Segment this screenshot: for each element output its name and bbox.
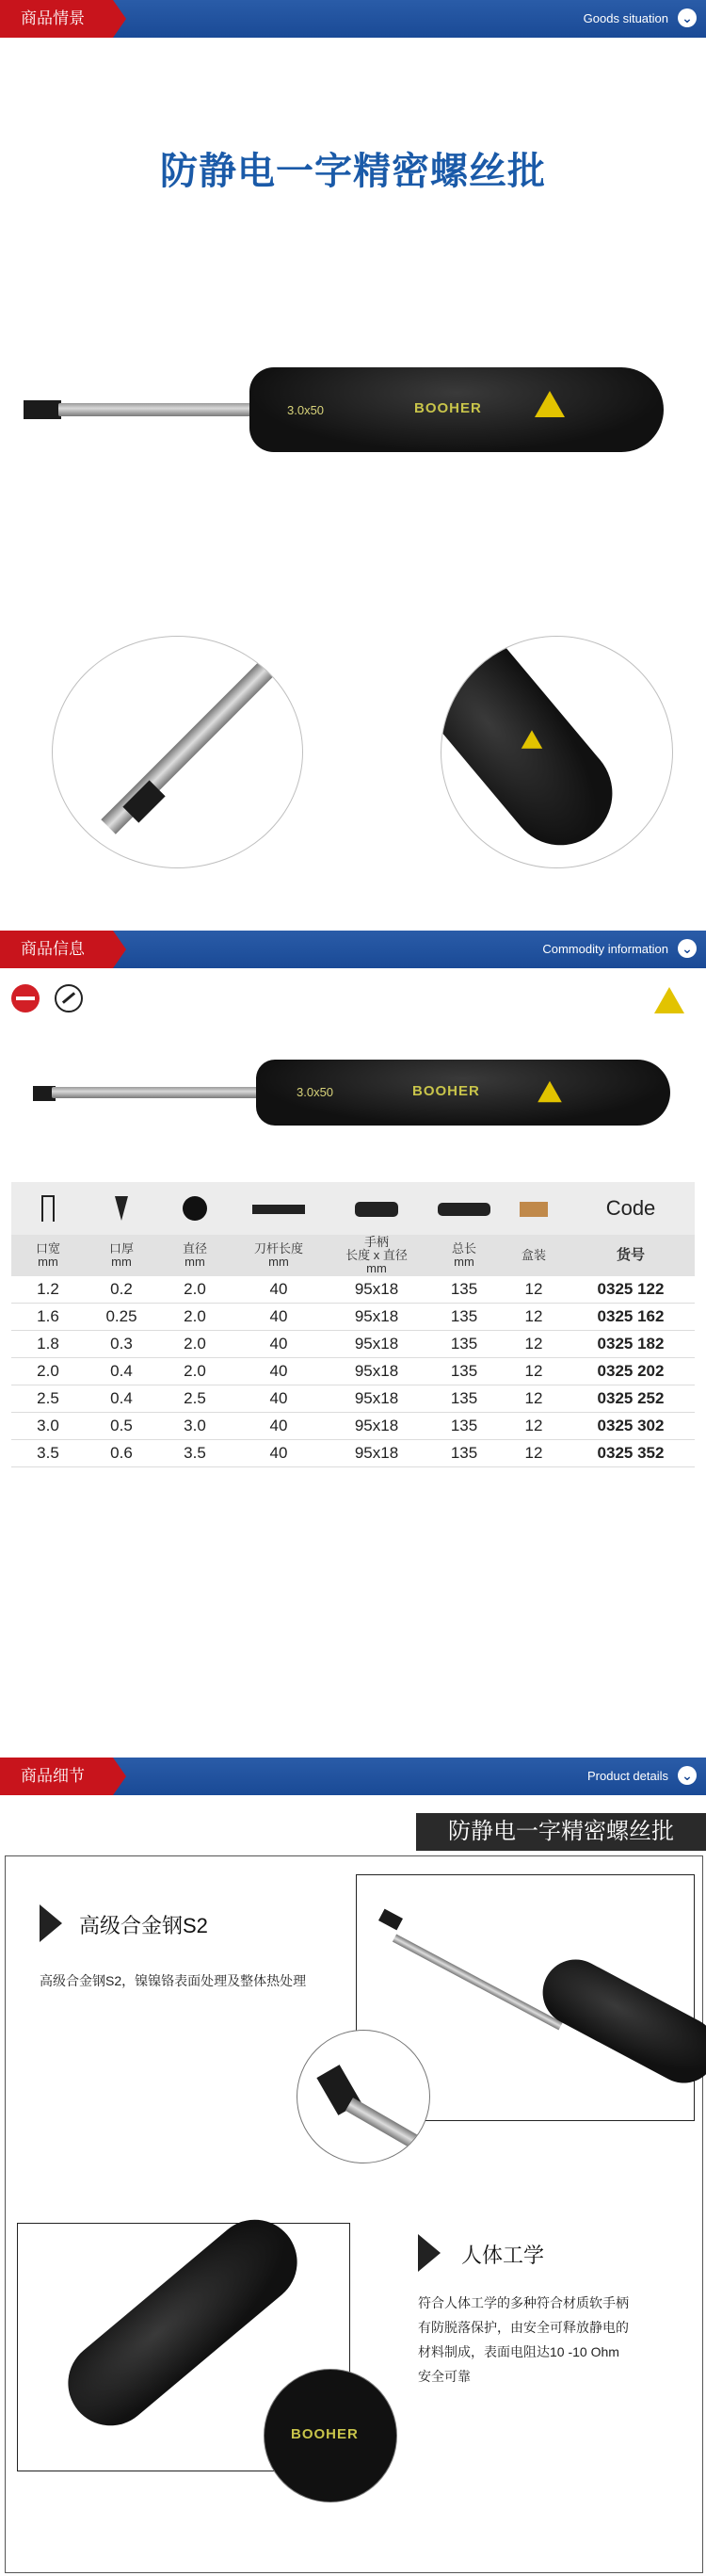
- table-cell: 2.0: [11, 1358, 85, 1385]
- blade-thickness-icon: [115, 1196, 128, 1221]
- feature-2-text: 符合人体工学的多种符合材质软手柄 有防脱落保护，由安全可释放静电的 材料制成，表面电阻达10 -10 Ohm 安全可靠: [418, 2295, 629, 2384]
- table-cell: 12: [501, 1413, 567, 1440]
- table-cell: 135: [427, 1413, 501, 1440]
- brand-mark: BOOHER: [414, 400, 482, 416]
- table-cell: 3.0: [158, 1413, 232, 1440]
- table-cell: 95x18: [326, 1276, 427, 1304]
- table-cell: 0325 182: [567, 1331, 695, 1358]
- table-cell: 2.0: [158, 1331, 232, 1358]
- table-cell: 12: [501, 1385, 567, 1413]
- blade-tip-zoom: [52, 636, 303, 868]
- spec-header-row: 口宽 mm 口厚 mm 直径 mm 刀杆长度 mm 手柄 长度 x 直径 mm 总长 mm 盒装 货号: [11, 1235, 695, 1276]
- table-cell: 0325 162: [567, 1304, 695, 1331]
- diameter-icon: [183, 1196, 207, 1221]
- table-cell: 0325 352: [567, 1440, 695, 1467]
- table-cell: 0325 202: [567, 1358, 695, 1385]
- spec-icon-row: [11, 1182, 695, 1235]
- table-cell: 0.4: [85, 1358, 158, 1385]
- table-cell: 1.8: [11, 1331, 85, 1358]
- table-cell: 40: [232, 1304, 326, 1331]
- table-row: [11, 1440, 695, 1467]
- chevron-down-icon[interactable]: ⌄: [678, 8, 697, 27]
- feature-2-zoom: BOOHER: [264, 2369, 397, 2503]
- detail-banner: 防静电一字精密螺丝批: [416, 1813, 706, 1851]
- table-cell: 3.0: [11, 1413, 85, 1440]
- table-cell: 0325 252: [567, 1385, 695, 1413]
- table-cell: 1.2: [11, 1276, 85, 1304]
- table-cell: 135: [427, 1276, 501, 1304]
- section-tag: 商品信息: [0, 931, 113, 968]
- table-row: [11, 1304, 695, 1331]
- table-cell: 95x18: [326, 1440, 427, 1467]
- table-cell: 40: [232, 1358, 326, 1385]
- size-mark: 3.0x50: [287, 403, 325, 417]
- total-length-icon: [438, 1203, 490, 1216]
- esd-safe-icon: [55, 984, 83, 1013]
- table-cell: 0.2: [85, 1276, 158, 1304]
- table-cell: 95x18: [326, 1358, 427, 1385]
- table-cell: 95x18: [326, 1331, 427, 1358]
- table-row: [11, 1331, 695, 1358]
- table-cell: 0.25: [85, 1304, 158, 1331]
- table-cell: 12: [501, 1276, 567, 1304]
- chevron-down-icon[interactable]: ⌄: [678, 1766, 697, 1785]
- table-row: [11, 1413, 695, 1440]
- table-cell: 0.3: [85, 1331, 158, 1358]
- table-cell: 40: [232, 1276, 326, 1304]
- table-cell: 12: [501, 1304, 567, 1331]
- section-bar-info: [0, 931, 706, 968]
- code-header: Code: [567, 1182, 695, 1235]
- table-cell: 135: [427, 1440, 501, 1467]
- section-en-label: Product details: [587, 1769, 668, 1783]
- table-cell: 2.0: [158, 1358, 232, 1385]
- feature-2-title: 人体工学: [461, 2244, 545, 2267]
- table-cell: 3.5: [11, 1440, 85, 1467]
- table-cell: 1.6: [11, 1304, 85, 1331]
- table-cell: 3.5: [158, 1440, 232, 1467]
- spec-table: [11, 1182, 695, 1467]
- table-cell: 40: [232, 1440, 326, 1467]
- table-cell: 40: [232, 1385, 326, 1413]
- section-bar-details: [0, 1758, 706, 1795]
- feature-1-text: 高级合金钢S2，镍镍铬表面处理及整体热处理: [40, 1973, 307, 1988]
- table-cell: 12: [501, 1331, 567, 1358]
- esd-icon: [535, 391, 565, 417]
- handle-size-icon: [355, 1202, 398, 1217]
- table-cell: 40: [232, 1413, 326, 1440]
- table-cell: 135: [427, 1385, 501, 1413]
- table-cell: 2.5: [11, 1385, 85, 1413]
- section-en-label: Goods situation: [583, 11, 668, 25]
- table-cell: 2.0: [158, 1304, 232, 1331]
- table-cell: 95x18: [326, 1413, 427, 1440]
- table-cell: 0325 122: [567, 1276, 695, 1304]
- section-bar-situation: [0, 0, 706, 38]
- handle-end-zoom: [441, 636, 673, 868]
- page-title: 防静电一字精密螺丝批: [160, 151, 546, 192]
- table-row: [11, 1358, 695, 1385]
- table-cell: 0.6: [85, 1440, 158, 1467]
- box-icon: [520, 1202, 548, 1217]
- chevron-down-icon[interactable]: ⌄: [678, 939, 697, 958]
- esd-warning-icon: [654, 987, 684, 1013]
- section-en-label: Commodity information: [542, 942, 668, 956]
- table-cell: 2.5: [158, 1385, 232, 1413]
- bullet-arrow-icon: [40, 1904, 62, 1942]
- blade-width-icon: [41, 1195, 55, 1222]
- slotted-type-icon: [11, 984, 40, 1013]
- feature-1-title: 高级合金钢S2: [79, 1914, 208, 1937]
- table-cell: 135: [427, 1358, 501, 1385]
- table-cell: 135: [427, 1331, 501, 1358]
- table-row: [11, 1385, 695, 1413]
- table-cell: 95x18: [326, 1304, 427, 1331]
- table-cell: 0.4: [85, 1385, 158, 1413]
- table-cell: 0.5: [85, 1413, 158, 1440]
- table-row: [11, 1276, 695, 1304]
- shaft-length-icon: [252, 1205, 305, 1214]
- table-cell: 12: [501, 1358, 567, 1385]
- bullet-arrow-icon: [418, 2234, 441, 2272]
- table-cell: 40: [232, 1331, 326, 1358]
- table-cell: 135: [427, 1304, 501, 1331]
- section-tag: 商品情景: [0, 0, 113, 38]
- table-cell: 2.0: [158, 1276, 232, 1304]
- table-cell: 95x18: [326, 1385, 427, 1413]
- section-tag: 商品细节: [0, 1758, 113, 1795]
- table-cell: 0325 302: [567, 1413, 695, 1440]
- feature-1-zoom: [297, 2030, 430, 2163]
- table-cell: 12: [501, 1440, 567, 1467]
